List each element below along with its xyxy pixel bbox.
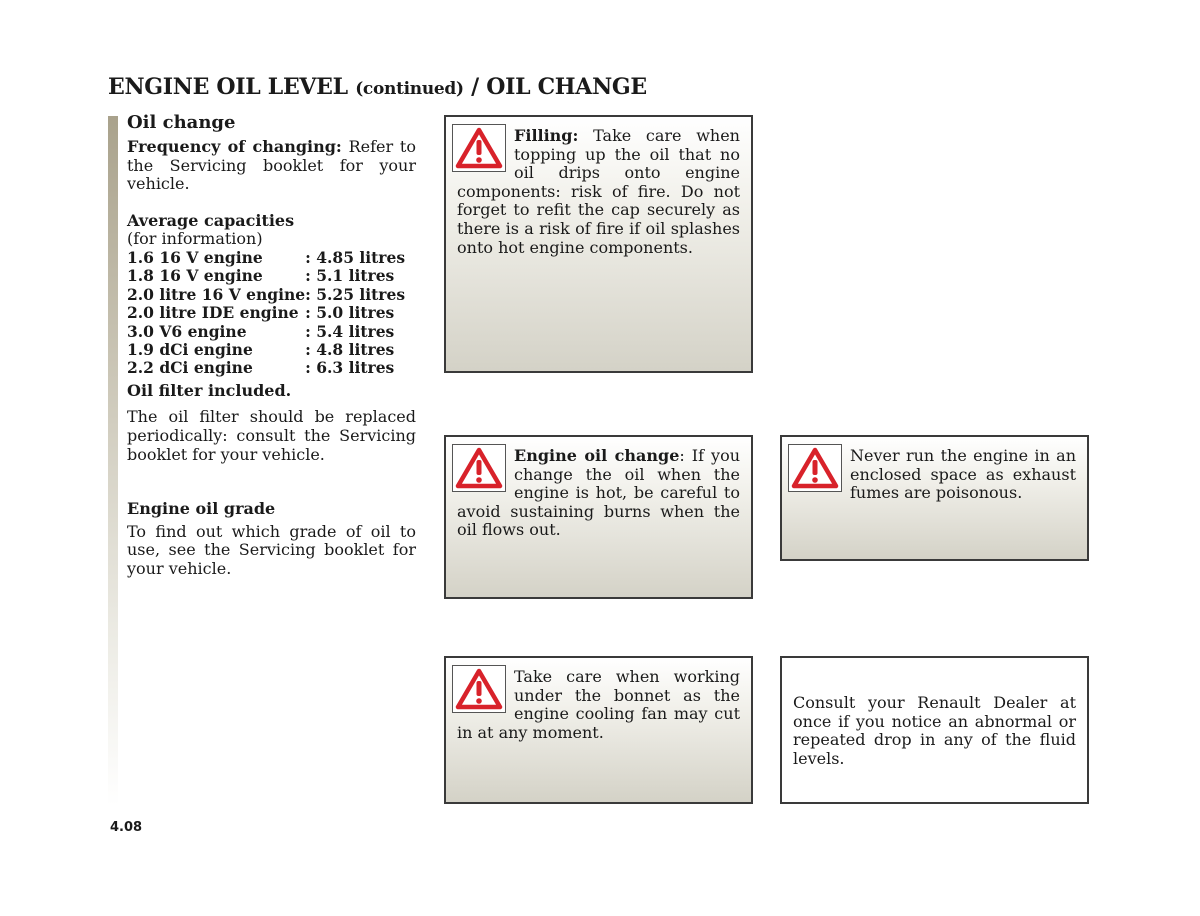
grade-heading: Engine oil grade — [127, 499, 276, 519]
capacity-value: : 5.25 litres — [305, 284, 406, 304]
capacity-value: : 5.1 litres — [305, 266, 395, 286]
fan-warning-box — [444, 656, 753, 804]
oil-change-heading: Oil change — [127, 112, 236, 133]
title-continued: (continued) — [355, 79, 464, 99]
dealer-note-box — [780, 656, 1089, 804]
page-title — [108, 74, 647, 100]
capacity-row — [127, 286, 405, 304]
oil-change-label: Engine oil change — [514, 446, 680, 465]
exhaust-warning-box — [780, 435, 1089, 561]
capacity-value: : 5.0 litres — [305, 303, 395, 323]
capacity-engine: 2.0 litre 16 V engine — [127, 284, 306, 304]
frequency-text: Refer to the Servicing booklet for your vehicle. — [127, 137, 416, 194]
filter-paragraph: The oil filter should be replaced periodically: consult the Servicing booklet for your vehicle. — [127, 407, 416, 464]
capacity-engine: 1.8 16 V engine — [127, 266, 263, 286]
capacity-row — [127, 304, 405, 322]
capacity-row — [127, 359, 405, 377]
capacity-row — [127, 323, 405, 341]
capacity-value: : 4.8 litres — [305, 340, 395, 359]
capacity-value: : 4.85 litres — [305, 247, 406, 267]
frequency-paragraph — [127, 138, 416, 194]
oil-change-text: : If you change the oil when the engine is hot, be careful to avoid sustaining burns when the oil flows out. — [457, 446, 740, 540]
capacity-row — [127, 341, 405, 359]
dealer-text: Consult your Renault Dealer at once if you notice an abnormal or repeated drop in any of the fluid levels. — [793, 693, 1076, 768]
frequency-label: Frequency of changing: — [127, 137, 342, 156]
warning-triangle-icon — [452, 124, 506, 172]
capacity-engine: 1.9 dCi engine — [127, 340, 253, 359]
capacities-table — [127, 249, 405, 378]
capacity-row — [127, 267, 405, 285]
capacities-label: Average capacities — [127, 210, 295, 230]
oil-change-section — [127, 112, 416, 579]
capacity-row — [127, 249, 405, 267]
title-oil-change: / OIL CHANGE — [471, 74, 647, 100]
grade-paragraph: To find out which grade of oil to use, see the Servicing booklet for your vehicle. — [127, 521, 416, 578]
section-side-bar — [108, 116, 118, 806]
capacity-engine: 2.2 dCi engine — [127, 358, 253, 378]
capacity-value: : 5.4 litres — [305, 321, 395, 341]
filter-included: Oil filter included. — [127, 380, 292, 400]
capacity-engine: 3.0 V6 engine — [127, 321, 247, 341]
warning-triangle-icon — [452, 665, 506, 713]
capacity-engine: 1.6 16 V engine — [127, 247, 263, 267]
title-main: ENGINE OIL LEVEL — [108, 74, 348, 100]
exhaust-text: Never run the engine in an enclosed space as exhaust fumes are poisonous. — [850, 446, 1076, 503]
filling-warning-box — [444, 115, 753, 373]
capacities-note: (for information) — [127, 229, 263, 249]
warning-triangle-icon — [788, 444, 842, 492]
warning-triangle-icon — [452, 444, 506, 492]
capacity-engine: 2.0 litre IDE engine — [127, 303, 299, 323]
oil-change-warning-box — [444, 435, 753, 599]
page-number: 4.08 — [110, 820, 143, 835]
filling-label: Filling: — [514, 126, 579, 145]
capacity-value: : 6.3 litres — [305, 358, 395, 378]
filling-text: Take care when topping up the oil that no oil drips onto engine components: risk of fire. Do not forget to refit the cap securely as there is a risk of fire if oil splashes onto hot engine components. — [457, 126, 740, 257]
fan-text: Take care when working under the bonnet as the engine cooling fan may cut in at any moment. — [457, 667, 740, 742]
